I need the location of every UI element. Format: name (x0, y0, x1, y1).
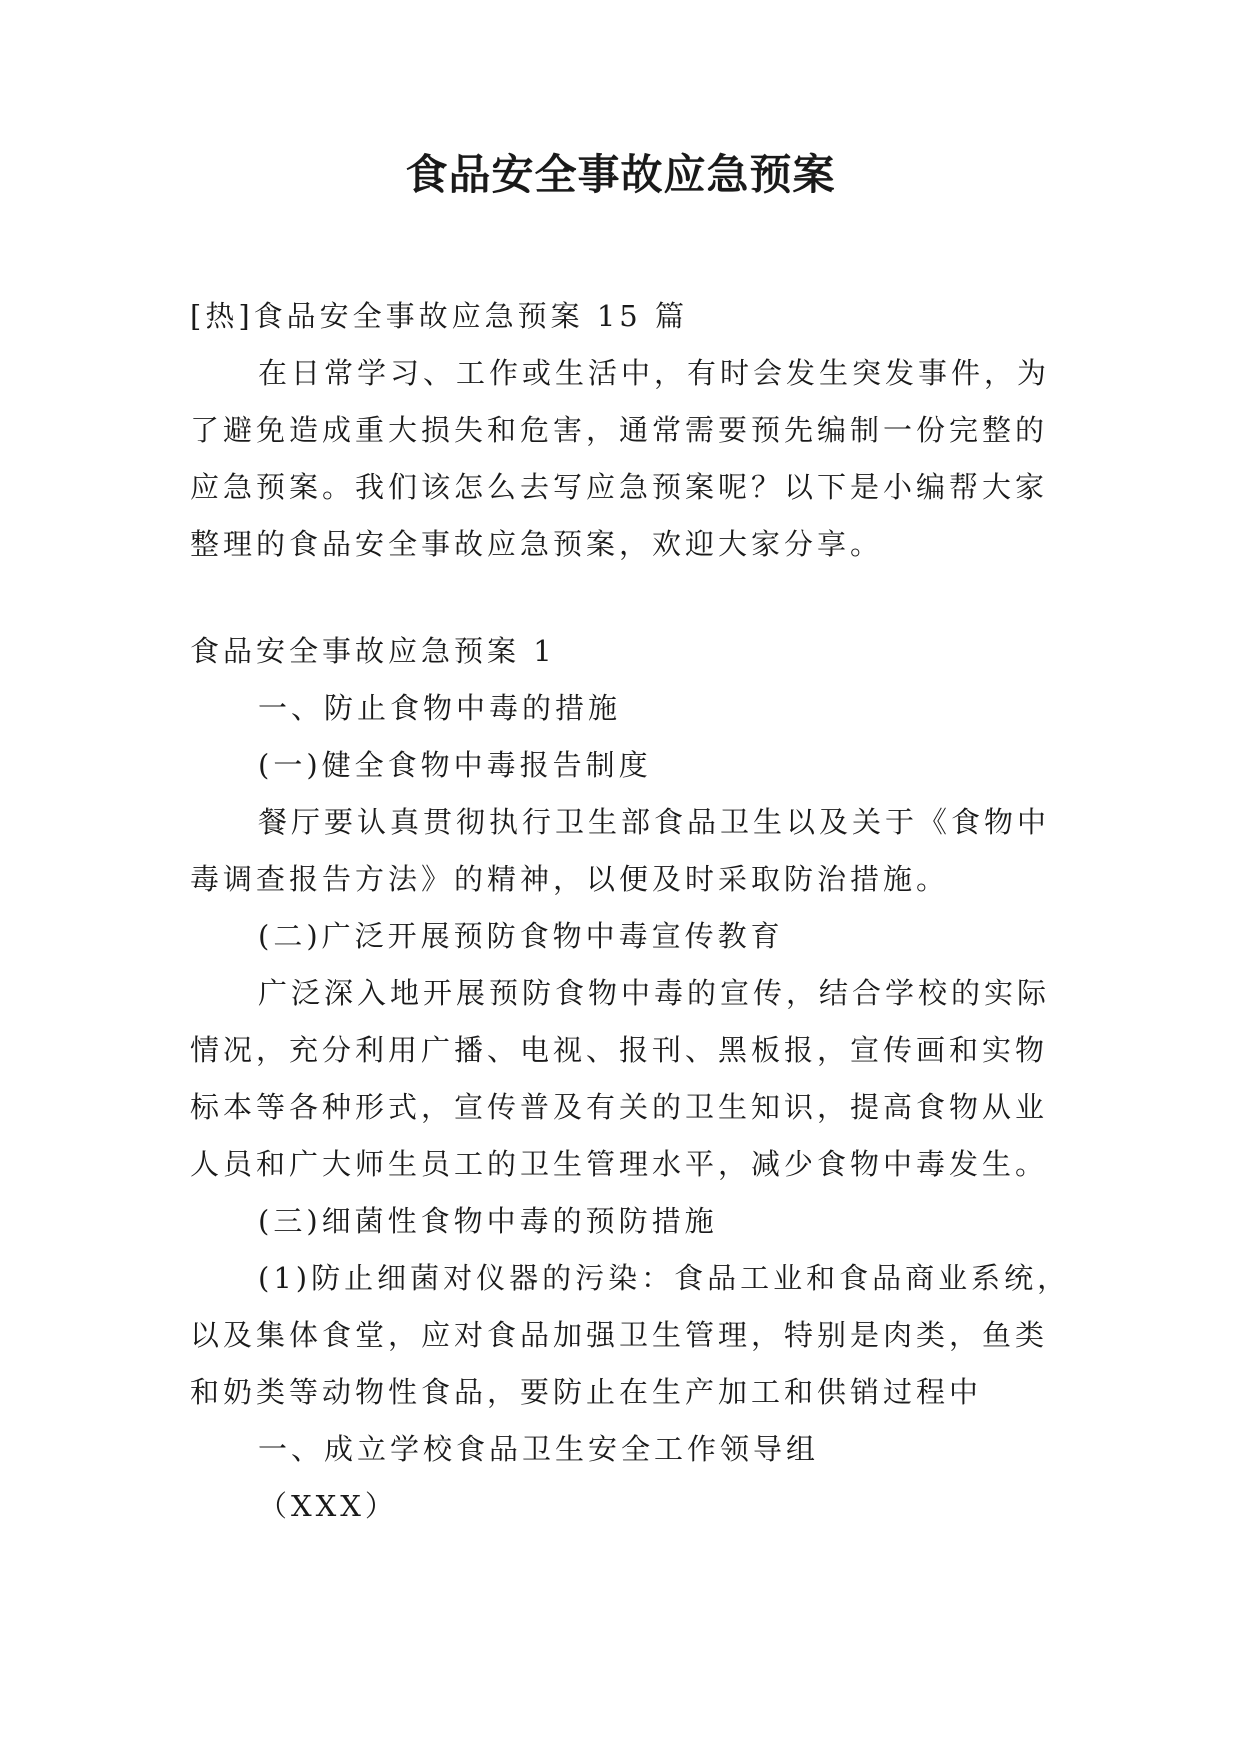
placeholder-names: （XXX） (258, 1489, 398, 1523)
paragraph-line: 人员和广大师生员工的卫生管理水平，减少食物中毒发生。 (190, 1147, 1049, 1181)
paragraph-line: 标本等各种形式，宣传普及有关的卫生知识，提高食物从业 (190, 1090, 1049, 1124)
heading-prevent-poisoning: 一、防止食物中毒的措施 (258, 691, 622, 725)
intro-line: 了避免造成重大损失和危害，通常需要预先编制一份完整的 (190, 413, 1049, 447)
spacer (190, 573, 1070, 623)
document-title: 食品安全事故应急预案 (405, 150, 836, 199)
heading-leadership-group: 一、成立学校食品卫生安全工作领导组 (258, 1432, 820, 1466)
section-heading: 食品安全事故应急预案 1 (190, 634, 556, 668)
subheading-bacterial: (三)细菌性食物中毒的预防措施 (258, 1204, 718, 1238)
document-subtitle: [热]食品安全事故应急预案 15 篇 (190, 299, 688, 333)
intro-line: 在日常学习、工作或生活中，有时会发生突发事件，为 (258, 356, 1051, 390)
paragraph-line: 情况，充分利用广播、电视、报刊、黑板报，宣传画和实物 (190, 1033, 1049, 1067)
intro-line: 整理的食品安全事故应急预案，欢迎大家分享。 (190, 527, 884, 561)
paragraph-line: 和奶类等动物性食品，要防止在生产加工和供销过程中 (190, 1375, 983, 1409)
subheading-report-system: (一)健全食物中毒报告制度 (258, 748, 652, 782)
paragraph-report-system (190, 794, 1070, 908)
paragraph-bacterial (190, 1250, 1070, 1421)
paragraph-line: (1)防止细菌对仪器的污染：食品工业和食品商业系统， (258, 1261, 1071, 1295)
document-body (190, 288, 1070, 1535)
paragraph-education (190, 965, 1070, 1193)
intro-paragraph (190, 345, 1070, 573)
paragraph-line: 毒调查报告方法》的精神，以便及时采取防治措施。 (190, 862, 950, 896)
paragraph-line: 广泛深入地开展预防食物中毒的宣传，结合学校的实际 (258, 976, 1051, 1010)
paragraph-line: 餐厅要认真贯彻执行卫生部食品卫生以及关于《食物中 (258, 805, 1051, 839)
intro-line: 应急预案。我们该怎么去写应急预案呢？以下是小编帮大家 (190, 470, 1049, 504)
subheading-education: (二)广泛开展预防食物中毒宣传教育 (258, 919, 784, 953)
paragraph-line: 以及集体食堂，应对食品加强卫生管理，特别是肉类，鱼类 (190, 1318, 1049, 1352)
